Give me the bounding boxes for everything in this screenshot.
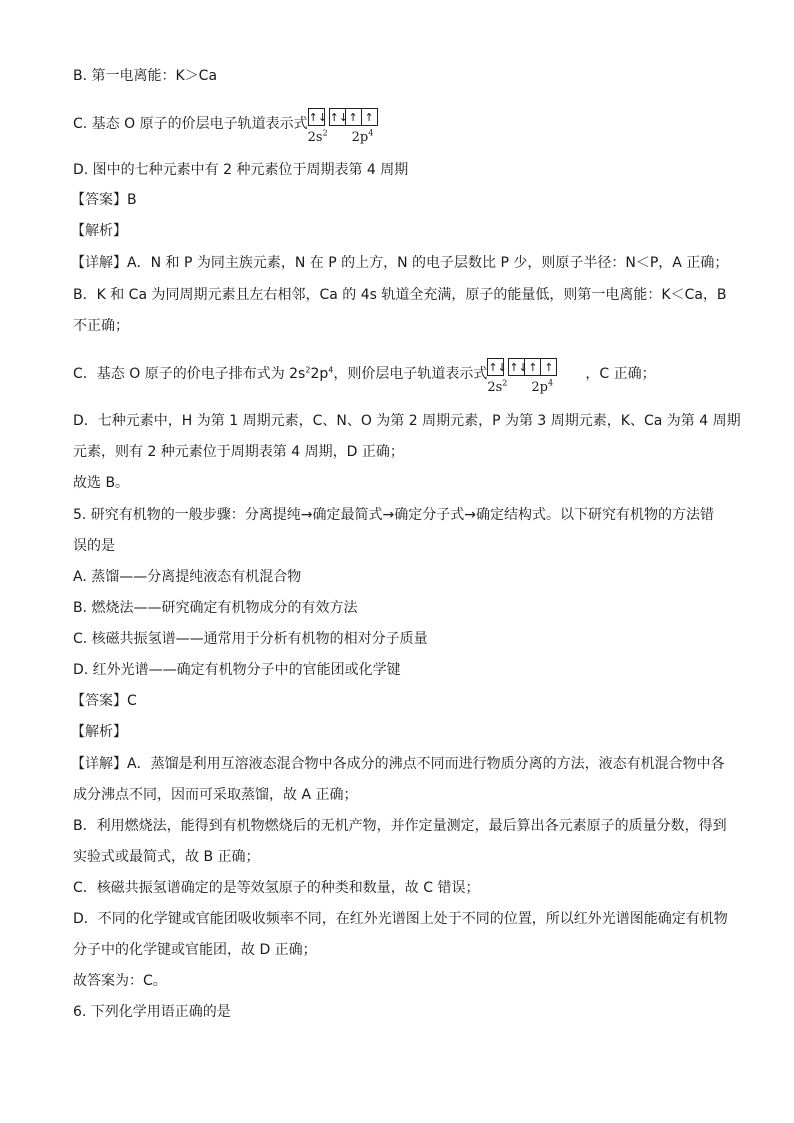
orbital-diagram-2 (487, 358, 579, 395)
orbital-label-2p: $2p^4$ (351, 128, 374, 145)
q5-detail-a-cont: 成分沸点不同，因而可采取蒸馏，故 A 正确； (73, 787, 358, 803)
analysis-label: 【解析】 (71, 223, 127, 239)
q5-option-b: B. 燃烧法——研究确定有机物成分的有效方法 (73, 600, 358, 616)
q5-option-d: D. 红外光谱——确定有机物分子中的官能团或化学键 (73, 662, 401, 678)
option-b-line: B. 第一电离能：K＞Ca (73, 68, 218, 84)
q5-option-c: C. 核磁共振氢谱——通常用于分析有机物的相对分子质量 (73, 631, 428, 647)
orbital-label-2s: $2s^2$ (307, 128, 328, 145)
q5-analysis-label: 【解析】 (71, 724, 127, 740)
detail-b-cont: 不正确； (73, 318, 129, 334)
option-c-text: C. 基态 O 原子的价层电子轨道表示式 (73, 116, 308, 132)
q5-detail-b: B．利用燃烧法，能得到有机物燃烧后的无机产物，并作定量测定，最后算出各元素原子的质量分数，得到 (73, 818, 727, 834)
detail-c-line: C．基态 O 原子的价电子排布式为 $2s^22p^4$，则价层电子轨道表示式 ↑↓ ↑↓ ↑ ↑ $2s^2$ $2p^4$ ，C 正确； (73, 364, 656, 388)
option-c-line (73, 111, 398, 145)
conclusion-line: 故选 B。 (73, 475, 130, 491)
orbital-diagram (307, 108, 398, 145)
orbital-box-2s-b: ↑↓ (487, 358, 504, 376)
q5-detail-a: 【详解】A．蒸馏是利用互溶液态混合物中各成分的沸点不同而进行物质分离的方法，液态有机混合物中各 (71, 756, 725, 772)
detail-d-line: D．七种元素中，H 为第 1 周期元素，C、N、O 为第 2 周期元素，P 为第 3 周期元素，K、Ca 为第 4 周期 (73, 413, 741, 429)
q5-detail-d-cont: 分子中的化学键或官能团，故 D 正确； (73, 942, 317, 958)
detail-a-line: 【详解】A．N 和 P 为同主族元素，N 在 P 的上方，N 的电子层数比 P 少，则原子半径：N＜P，A 正确； (71, 255, 729, 271)
question-5-stem-cont: 误的是 (73, 538, 115, 554)
orbital-box-2p-3-b: ↑ (540, 358, 557, 376)
q5-answer-label: 【答案】C (71, 693, 137, 709)
q5-detail-b-cont: 实验式或最简式，故 B 正确； (73, 849, 260, 865)
q5-detail-c: C．核磁共振氢谱确定的是等效氢原子的种类和数量，故 C 错误； (73, 880, 480, 896)
orbital-label-2p-b: $2p^4$ (531, 378, 554, 395)
detail-d-cont: 元素，则有 2 种元素位于周期表第 4 周期，D 正确； (73, 444, 404, 460)
q5-detail-d: D．不同的化学键或官能团吸收频率不同，在红外光谱图上处于不同的位置，所以红外光谱图能确定有机物 (73, 911, 728, 927)
question-5-stem: 5. 研究有机物的一般步骤：分离提纯→确定最简式→确定分子式→确定结构式。以下研究有机物的方法错 (73, 507, 714, 523)
detail-b-line: B．K 和 Ca 为同周期元素且左右相邻，Ca 的 4s 轨道全充满，原子的能量低，则第一电离能：K＜Ca，B (73, 287, 727, 303)
orbital-box-2p-1-b: ↑↓ (508, 358, 525, 376)
answer-label: 【答案】B (71, 192, 137, 208)
option-d-line: D. 图中的七种元素中有 2 种元素位于周期表第 4 周期 (73, 162, 409, 178)
orbital-label-2s-b: $2s^2$ (487, 378, 508, 395)
orbital-box-2p-1: ↑↓ (329, 108, 346, 126)
question-6-stem: 6. 下列化学用语正确的是 (73, 1004, 231, 1020)
orbital-box-2p-2-b: ↑ (524, 358, 541, 376)
orbital-box-2s: ↑↓ (308, 108, 325, 126)
q5-conclusion: 故答案为：C。 (73, 973, 167, 989)
q5-option-a: A. 蒸馏——分离提纯液态有机混合物 (73, 569, 302, 585)
orbital-box-2p-3: ↑ (361, 108, 378, 126)
orbital-box-2p-2: ↑ (345, 108, 362, 126)
